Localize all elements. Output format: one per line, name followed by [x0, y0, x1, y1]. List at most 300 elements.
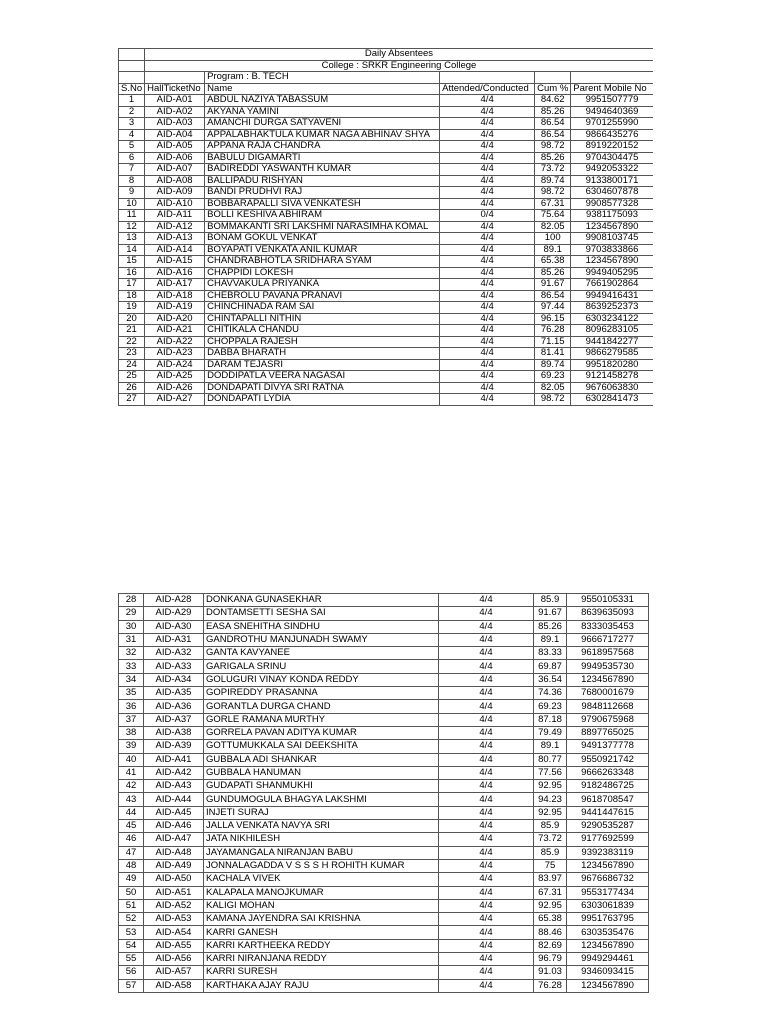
sno-cell: 48: [119, 859, 144, 872]
name-cell: CHINCHINADA RAM SAI: [205, 302, 440, 314]
cum-percent-cell: 91.67: [535, 279, 571, 291]
name-cell: KALAPALA MANOJKUMAR: [204, 886, 439, 899]
name-cell: GOLUGURI VINAY KONDA REDDY: [204, 673, 439, 686]
cum-percent-cell: 80.77: [534, 753, 567, 766]
hallticket-cell: AID-A56: [144, 953, 204, 966]
cum-percent-cell: 65.38: [534, 913, 567, 926]
cum-percent-cell: 96.15: [535, 313, 571, 325]
table-row: [119, 687, 649, 700]
name-cell: AMANCHI DURGA SATYAVENI: [205, 118, 440, 130]
sno-cell: 3: [119, 118, 145, 130]
mobile-cell: 1234567890: [571, 256, 653, 268]
cum-percent-cell: 88.46: [534, 926, 567, 939]
sno-cell: 41: [119, 766, 144, 779]
hallticket-cell: AID-A52: [144, 899, 204, 912]
sno-cell: 15: [119, 256, 145, 268]
sno-cell: 37: [119, 713, 144, 726]
table-row: [119, 873, 649, 886]
name-cell: GUBBALA ADI SHANKAR: [204, 753, 439, 766]
mobile-cell: 6302841473: [571, 394, 653, 406]
col-name: Name: [205, 83, 440, 95]
name-cell: CHITIKALA CHANDU: [205, 325, 440, 337]
sno-cell: 57: [119, 979, 144, 992]
cum-percent-cell: 85.26: [535, 267, 571, 279]
hallticket-cell: AID-A12: [145, 221, 205, 233]
table-row: [119, 939, 649, 952]
cum-percent-cell: 94.23: [534, 793, 567, 806]
cum-percent-cell: 69.87: [534, 660, 567, 673]
hallticket-cell: AID-A15: [145, 256, 205, 268]
hallticket-cell: AID-A43: [144, 780, 204, 793]
name-cell: GANTA KAVYANEE: [204, 647, 439, 660]
hallticket-cell: AID-A14: [145, 244, 205, 256]
attended-cell: 4/4: [440, 152, 535, 164]
sno-cell: 54: [119, 939, 144, 952]
mobile-cell: 7680001679: [567, 687, 649, 700]
mobile-cell: 6303535476: [567, 926, 649, 939]
cum-percent-cell: 92.95: [534, 899, 567, 912]
hallticket-cell: AID-A25: [145, 371, 205, 383]
table-row: [119, 753, 649, 766]
attended-cell: 4/4: [440, 244, 535, 256]
sno-cell: 18: [119, 290, 145, 302]
name-cell: GARIGALA SRINU: [204, 660, 439, 673]
cum-percent-cell: 86.54: [535, 118, 571, 130]
table-row: [119, 359, 653, 371]
attended-cell: 4/4: [439, 953, 534, 966]
attended-cell: 4/4: [439, 873, 534, 886]
cum-percent-cell: 92.95: [534, 806, 567, 819]
name-cell: BALLIPADU RISHYAN: [205, 175, 440, 187]
name-cell: CHAPPIDI LOKESH: [205, 267, 440, 279]
cum-percent-cell: 77.56: [534, 766, 567, 779]
hallticket-cell: AID-A33: [144, 660, 204, 673]
name-cell: CHOPPALA RAJESH: [205, 336, 440, 348]
sno-cell: 32: [119, 647, 144, 660]
sno-cell: 24: [119, 359, 145, 371]
mobile-cell: 9848112668: [567, 700, 649, 713]
hallticket-cell: AID-A51: [144, 886, 204, 899]
cum-percent-cell: 85.26: [534, 620, 567, 633]
table-row: [119, 382, 653, 394]
attended-cell: 4/4: [439, 833, 534, 846]
sno-cell: 9: [119, 187, 145, 199]
name-cell: AKYANA YAMINI: [205, 106, 440, 118]
table-row: [119, 913, 649, 926]
hallticket-cell: AID-A54: [144, 926, 204, 939]
table-row: [119, 700, 649, 713]
attended-cell: 4/4: [440, 164, 535, 176]
name-cell: KAMANA JAYENDRA SAI KRISHNA: [204, 913, 439, 926]
sno-cell: 29: [119, 607, 144, 620]
name-cell: BADIREDDI YASWANTH KUMAR: [205, 164, 440, 176]
sno-cell: 38: [119, 726, 144, 739]
hallticket-cell: AID-A09: [145, 187, 205, 199]
hallticket-cell: AID-A19: [145, 302, 205, 314]
hallticket-cell: AID-A47: [144, 833, 204, 846]
hallticket-cell: AID-A13: [145, 233, 205, 245]
mobile-cell: 9701255990: [571, 118, 653, 130]
cum-percent-cell: 85.26: [535, 152, 571, 164]
table-row: [119, 966, 649, 979]
sno-cell: 12: [119, 221, 145, 233]
table-row: [119, 348, 653, 360]
cum-percent-cell: 87.18: [534, 713, 567, 726]
table-row: [119, 780, 649, 793]
hallticket-cell: AID-A49: [144, 859, 204, 872]
table-row: [119, 620, 649, 633]
name-cell: DONTAMSETTI SESHA SAI: [204, 607, 439, 620]
attended-cell: 4/4: [439, 899, 534, 912]
name-cell: JATA NIKHILESH: [204, 833, 439, 846]
cum-percent-cell: 82.69: [534, 939, 567, 952]
hallticket-cell: AID-A31: [144, 633, 204, 646]
attended-cell: 4/4: [439, 859, 534, 872]
mobile-cell: 9553177434: [567, 886, 649, 899]
table-row: [119, 106, 653, 118]
cum-percent-cell: 81.41: [535, 348, 571, 360]
name-cell: CHEBROLU PAVANA PRANAVI: [205, 290, 440, 302]
name-cell: GUBBALA HANUMAN: [204, 766, 439, 779]
mobile-cell: 9392383119: [567, 846, 649, 859]
name-cell: DONDAPATI DIVYA SRI RATNA: [205, 382, 440, 394]
table-row: [119, 820, 649, 833]
sno-cell: 56: [119, 966, 144, 979]
cum-percent-cell: 84.62: [535, 95, 571, 107]
table-row: [119, 859, 649, 872]
attended-cell: 4/4: [440, 336, 535, 348]
attended-cell: 4/4: [439, 607, 534, 620]
cum-percent-cell: 96.79: [534, 953, 567, 966]
name-cell: JALLA VENKATA NAVYA SRI: [204, 820, 439, 833]
mobile-cell: 9951820280: [571, 359, 653, 371]
attended-cell: 4/4: [440, 129, 535, 141]
absentees-table-bottom: [118, 593, 649, 993]
table-row: [119, 899, 649, 912]
hallticket-cell: AID-A17: [145, 279, 205, 291]
mobile-cell: 9346093415: [567, 966, 649, 979]
sno-cell: 22: [119, 336, 145, 348]
mobile-cell: 9866435276: [571, 129, 653, 141]
attended-cell: 4/4: [440, 348, 535, 360]
cum-percent-cell: 85.9: [534, 594, 567, 607]
mobile-cell: 9177692599: [567, 833, 649, 846]
hallticket-cell: AID-A06: [145, 152, 205, 164]
mobile-cell: 8639252373: [571, 302, 653, 314]
sno-cell: 25: [119, 371, 145, 383]
attended-cell: 4/4: [439, 620, 534, 633]
cum-percent-cell: 67.31: [534, 886, 567, 899]
table-row: [119, 926, 649, 939]
hallticket-cell: AID-A39: [144, 740, 204, 753]
hallticket-cell: AID-A20: [145, 313, 205, 325]
cum-percent-cell: 76.28: [535, 325, 571, 337]
attended-cell: 4/4: [440, 302, 535, 314]
hallticket-cell: AID-A28: [144, 594, 204, 607]
name-cell: KALIGI MOHAN: [204, 899, 439, 912]
sno-cell: 4: [119, 129, 145, 141]
hallticket-cell: AID-A38: [144, 726, 204, 739]
cum-percent-cell: 83.33: [534, 647, 567, 660]
attended-cell: 4/4: [439, 753, 534, 766]
hallticket-cell: AID-A24: [145, 359, 205, 371]
sno-cell: 52: [119, 913, 144, 926]
attended-cell: 4/4: [440, 325, 535, 337]
sno-cell: 26: [119, 382, 145, 394]
cum-percent-cell: 86.54: [535, 290, 571, 302]
hallticket-cell: AID-A34: [144, 673, 204, 686]
hallticket-cell: AID-A07: [145, 164, 205, 176]
sno-cell: 50: [119, 886, 144, 899]
mobile-cell: 9666263348: [567, 766, 649, 779]
name-cell: GUDAPATI SHANMUKHI: [204, 780, 439, 793]
table-row: [119, 594, 649, 607]
mobile-cell: 9182486725: [567, 780, 649, 793]
mobile-cell: 9666717277: [567, 633, 649, 646]
mobile-cell: 9492053322: [571, 164, 653, 176]
attended-cell: 4/4: [439, 793, 534, 806]
attended-cell: 4/4: [440, 394, 535, 406]
attended-cell: 4/4: [440, 382, 535, 394]
hallticket-cell: AID-A30: [144, 620, 204, 633]
table-row: [119, 979, 649, 992]
cum-percent-cell: 92.95: [534, 780, 567, 793]
attended-cell: 4/4: [439, 820, 534, 833]
attended-cell: 4/4: [440, 198, 535, 210]
attended-cell: 4/4: [439, 979, 534, 992]
attended-cell: 4/4: [439, 806, 534, 819]
program-label: Program : B. TECH: [205, 72, 440, 84]
sno-cell: 23: [119, 348, 145, 360]
sno-cell: 5: [119, 141, 145, 153]
cum-percent-cell: 89.1: [534, 740, 567, 753]
college-name: College : SRKR Engineering College: [145, 60, 653, 72]
name-cell: KARRI SURESH: [204, 966, 439, 979]
col-attended: Attended/Conducted: [440, 83, 535, 95]
hallticket-cell: AID-A37: [144, 713, 204, 726]
sno-cell: 17: [119, 279, 145, 291]
cum-percent-cell: 91.67: [534, 607, 567, 620]
name-cell: KACHALA VIVEK: [204, 873, 439, 886]
name-cell: GUNDUMOGULA BHAGYA LAKSHMI: [204, 793, 439, 806]
cum-percent-cell: 74.36: [534, 687, 567, 700]
name-cell: DONKANA GUNASEKHAR: [204, 594, 439, 607]
mobile-cell: 9441447615: [567, 806, 649, 819]
attended-cell: 4/4: [439, 740, 534, 753]
program-row: [119, 72, 653, 84]
attended-cell: 4/4: [440, 141, 535, 153]
attended-cell: 4/4: [439, 846, 534, 859]
name-cell: BABULU DIGAMARTI: [205, 152, 440, 164]
name-cell: KARRI NIRANJANA REDDY: [204, 953, 439, 966]
attended-cell: 4/4: [440, 290, 535, 302]
attended-cell: 4/4: [440, 267, 535, 279]
attended-cell: 4/4: [439, 913, 534, 926]
table-row: [119, 793, 649, 806]
mobile-cell: 1234567890: [567, 859, 649, 872]
name-cell: ABDUL NAZIYA TABASSUM: [205, 95, 440, 107]
sno-cell: 30: [119, 620, 144, 633]
table-row: [119, 607, 649, 620]
hallticket-cell: AID-A27: [145, 394, 205, 406]
mobile-cell: 9703833866: [571, 244, 653, 256]
attended-cell: 4/4: [439, 673, 534, 686]
mobile-cell: 6303234122: [571, 313, 653, 325]
attended-cell: 4/4: [440, 233, 535, 245]
mobile-cell: 6303061839: [567, 899, 649, 912]
hallticket-cell: AID-A44: [144, 793, 204, 806]
name-cell: APPANA RAJA CHANDRA: [205, 141, 440, 153]
table-row: [119, 833, 649, 846]
table-row: [119, 95, 653, 107]
mobile-cell: 9949294461: [567, 953, 649, 966]
table-row: [119, 336, 653, 348]
table-row: [119, 221, 653, 233]
hallticket-cell: AID-A26: [145, 382, 205, 394]
hallticket-cell: AID-A55: [144, 939, 204, 952]
table-row: [119, 660, 649, 673]
mobile-cell: 8897765025: [567, 726, 649, 739]
name-cell: GANDROTHU MANJUNADH SWAMY: [204, 633, 439, 646]
attended-cell: 4/4: [439, 966, 534, 979]
sno-cell: 40: [119, 753, 144, 766]
table-row: [119, 394, 653, 406]
cum-percent-cell: 91.03: [534, 966, 567, 979]
table-row: [119, 806, 649, 819]
attended-cell: 4/4: [439, 700, 534, 713]
attended-cell: 4/4: [440, 313, 535, 325]
mobile-cell: 9949416431: [571, 290, 653, 302]
mobile-cell: 9121458278: [571, 371, 653, 383]
name-cell: DARAM TEJASRI: [205, 359, 440, 371]
name-cell: JAYAMANGALA NIRANJAN BABU: [204, 846, 439, 859]
attended-cell: 4/4: [440, 106, 535, 118]
attended-cell: 4/4: [439, 594, 534, 607]
name-cell: DABBA BHARATH: [205, 348, 440, 360]
hallticket-cell: AID-A01: [145, 95, 205, 107]
sno-cell: 33: [119, 660, 144, 673]
sno-cell: 8: [119, 175, 145, 187]
name-cell: CHAVVAKULA PRIYANKA: [205, 279, 440, 291]
hallticket-cell: AID-A03: [145, 118, 205, 130]
attended-cell: 4/4: [439, 633, 534, 646]
mobile-cell: 8919220152: [571, 141, 653, 153]
name-cell: BONAM GOKUL VENKAT: [205, 233, 440, 245]
cum-percent-cell: 69.23: [535, 371, 571, 383]
name-cell: DODDIPATLA VEERA NAGASAI: [205, 371, 440, 383]
hallticket-cell: AID-A29: [144, 607, 204, 620]
hallticket-cell: AID-A58: [144, 979, 204, 992]
name-cell: INJETI SURAJ: [204, 806, 439, 819]
name-cell: GORLE RAMANA MURTHY: [204, 713, 439, 726]
hallticket-cell: AID-A08: [145, 175, 205, 187]
attended-cell: 4/4: [439, 726, 534, 739]
sno-cell: 21: [119, 325, 145, 337]
name-cell: BOBBARAPALLI SIVA VENKATESH: [205, 198, 440, 210]
name-cell: BANDI PRUDHVI RAJ: [205, 187, 440, 199]
table-row: [119, 325, 653, 337]
mobile-cell: 8096283105: [571, 325, 653, 337]
cum-percent-cell: 69.23: [534, 700, 567, 713]
name-cell: BOYAPATI VENKATA ANIL KUMAR: [205, 244, 440, 256]
name-cell: BOMMAKANTI SRI LAKSHMI NARASIMHA KOMAL: [205, 221, 440, 233]
sno-cell: 55: [119, 953, 144, 966]
mobile-cell: 9441842277: [571, 336, 653, 348]
hallticket-cell: AID-A11: [145, 210, 205, 222]
cum-percent-cell: 36.54: [534, 673, 567, 686]
mobile-cell: 9949405295: [571, 267, 653, 279]
hallticket-cell: AID-A23: [145, 348, 205, 360]
hallticket-cell: AID-A21: [145, 325, 205, 337]
name-cell: GORRELA PAVAN ADITYA KUMAR: [204, 726, 439, 739]
sno-cell: 36: [119, 700, 144, 713]
cum-percent-cell: 86.54: [535, 129, 571, 141]
table-row: [119, 187, 653, 199]
col-hallticket: HallTicketNo: [145, 83, 205, 95]
sno-cell: 13: [119, 233, 145, 245]
cum-percent-cell: 100: [535, 233, 571, 245]
table-row: [119, 175, 653, 187]
sno-cell: 34: [119, 673, 144, 686]
attended-cell: 4/4: [439, 926, 534, 939]
col-sno: S.No: [119, 83, 145, 95]
attended-cell: 4/4: [439, 647, 534, 660]
name-cell: CHINTAPALLI NITHIN: [205, 313, 440, 325]
attended-cell: 4/4: [439, 766, 534, 779]
cum-percent-cell: 85.9: [534, 846, 567, 859]
hallticket-cell: AID-A41: [144, 753, 204, 766]
cum-percent-cell: 65.38: [535, 256, 571, 268]
cum-percent-cell: 71.15: [535, 336, 571, 348]
table-row: [119, 371, 653, 383]
table-row: [119, 233, 653, 245]
mobile-cell: 9618708547: [567, 793, 649, 806]
col-cum: Cum %: [535, 83, 571, 95]
table-row: [119, 129, 653, 141]
hallticket-cell: AID-A57: [144, 966, 204, 979]
sno-cell: 7: [119, 164, 145, 176]
table-row: [119, 846, 649, 859]
sno-cell: 28: [119, 594, 144, 607]
mobile-cell: 9704304475: [571, 152, 653, 164]
hallticket-cell: AID-A04: [145, 129, 205, 141]
cum-percent-cell: 89.1: [534, 633, 567, 646]
table-row: [119, 673, 649, 686]
sno-cell: 39: [119, 740, 144, 753]
table-row: [119, 152, 653, 164]
hallticket-cell: AID-A53: [144, 913, 204, 926]
name-cell: CHANDRABHOTLA SRIDHARA SYAM: [205, 256, 440, 268]
attended-cell: 4/4: [439, 780, 534, 793]
name-cell: APPALABHAKTULA KUMAR NAGA ABHINAV SHYA: [205, 129, 440, 141]
cum-percent-cell: 82.05: [535, 221, 571, 233]
cum-percent-cell: 89.1: [535, 244, 571, 256]
mobile-cell: 9866279585: [571, 348, 653, 360]
sno-cell: 46: [119, 833, 144, 846]
sno-cell: 11: [119, 210, 145, 222]
cum-percent-cell: 75: [534, 859, 567, 872]
name-cell: KARRI GANESH: [204, 926, 439, 939]
mobile-cell: 6304607878: [571, 187, 653, 199]
attended-cell: 4/4: [440, 256, 535, 268]
table-row: [119, 244, 653, 256]
column-header-row: [119, 83, 653, 95]
sno-cell: 47: [119, 846, 144, 859]
hallticket-cell: AID-A48: [144, 846, 204, 859]
sno-cell: 6: [119, 152, 145, 164]
mobile-cell: 9133800171: [571, 175, 653, 187]
sno-cell: 49: [119, 873, 144, 886]
